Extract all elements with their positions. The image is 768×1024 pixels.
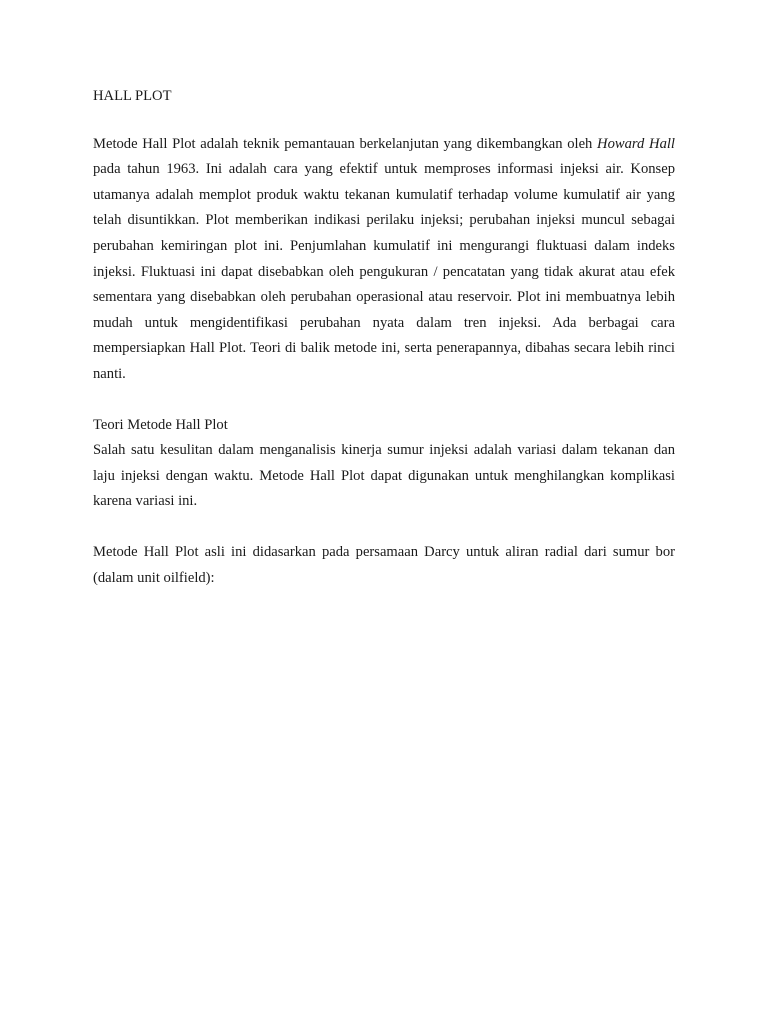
darcy-paragraph: Metode Hall Plot asli ini didasarkan pada persamaan Darcy untuk aliran radial dari sumur bor (dalam unit oilfield): [93,543,675,586]
intro-text-part2: pada tahun 1963. Ini adalah cara yang efektif untuk memproses informasi injeksi air. Konsep utamanya adalah memplot produk waktu tekanan kumulatif terhadap volume kumulatif air yang telah disuntikkan. Plot memberikan indikasi perilaku injeksi; perubahan injeksi muncul sebagai perubahan kemiringan plot ini. Penjumlahan kumulatif ini mengurangi fluktuasi dalam indeks injeksi. Fluktuasi ini dapat disebabkan oleh pengukuran / pencatatan yang tidak akurat atau efek sementara yang disebabkan oleh perubahan operasional atau reservoir. Plot ini membuatnya lebih mudah untuk mengidentifikasi perubahan nyata dalam tren injeksi. Ada berbagai cara mempersiapkan Hall Plot. Teori di balik metode ini, serta penerapannya, dibahas secara lebih rinci nanti. [93,161,675,382]
section-heading: Teori Metode Hall Plot [93,416,228,433]
intro-text-part1: Metode Hall Plot adalah teknik pemantauan berkelanjutan yang dikembangkan oleh [93,135,598,152]
document-page [93,84,675,591]
author-name: Howard Hall [597,135,675,152]
document-title: HALL PLOT [93,88,172,104]
intro-paragraph [93,132,675,388]
section-paragraph: Salah satu kesulitan dalam menganalisis kinerja sumur injeksi adalah variasi dalam tekanan dan laju injeksi dengan waktu. Metode Hall Plot dapat digunakan untuk menghilangkan komplikasi karena variasi ini. [93,442,675,510]
